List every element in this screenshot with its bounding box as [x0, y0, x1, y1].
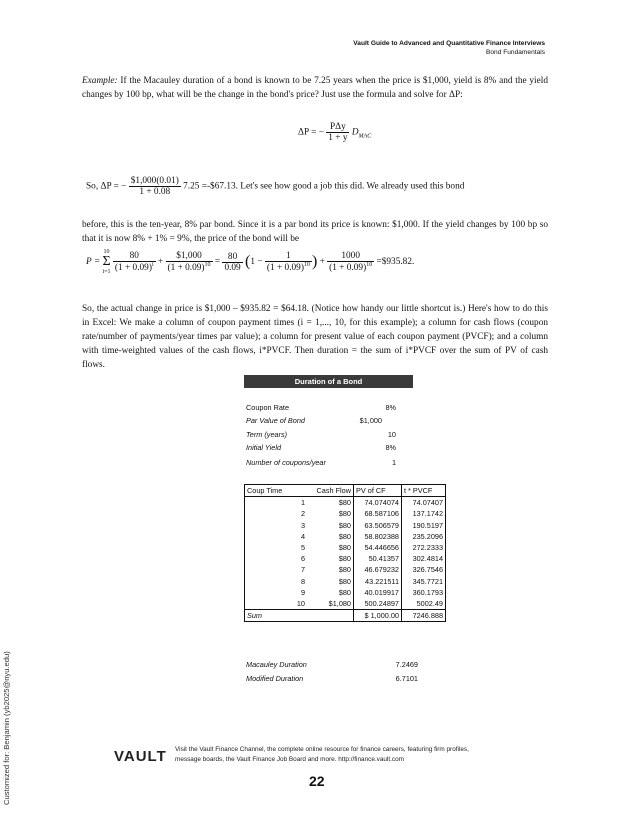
term2-den [166, 262, 213, 273]
macaulay-row [246, 660, 418, 672]
term3-den: 0.09 [224, 262, 241, 273]
table-body [245, 497, 446, 610]
t-pvcf-cell: 137.1742 [402, 508, 446, 519]
sum-blank [307, 610, 354, 622]
formula-lhs: ΔP = − [298, 127, 324, 138]
coup-time-cell: 8 [245, 576, 308, 587]
duration-formula [298, 122, 371, 143]
table-row [245, 520, 446, 531]
coup-time-cell: 7 [245, 564, 308, 575]
cash-flow-cell: $80 [338, 576, 351, 586]
param-value: 10 [387, 430, 396, 439]
sum-sigma: Σ [102, 254, 111, 269]
cash-flow-cell: $1,080 [328, 598, 351, 608]
so-numerator: $1,000(0.01) [130, 176, 179, 186]
example-lead: Example: [82, 76, 118, 86]
term2 [166, 251, 213, 273]
coup-time-cell: 3 [245, 520, 308, 531]
footer-text [175, 745, 505, 765]
t-pvcf-cell: 5002.49 [402, 598, 446, 610]
sheet-title: Duration of a Bond [244, 375, 413, 388]
param-value: $1,000 [359, 416, 382, 425]
coup-time-cell: 2 [245, 508, 308, 519]
price-p: P = [86, 257, 101, 268]
pv-cf-cell: 58.802388 [354, 531, 402, 542]
so-lhs: ΔP = − [100, 181, 127, 192]
formula-fraction [326, 122, 349, 143]
pv-cf-cell: 40.019917 [354, 587, 402, 598]
coup-time-cell: 10 [245, 598, 308, 610]
example-text: If the Macauley duration of a bond is known to be 7.25 years when the price is $1,000, yield is 8% and the yield changes by 100 bp, what will be the change in the bond's price? Just use the formula and solve for ΔP: [82, 76, 548, 100]
cash-flow-table [244, 484, 446, 622]
table-row [245, 598, 446, 610]
term1-num: 80 [113, 251, 156, 262]
cash-flow-cell: $80 [338, 565, 351, 575]
cash-flow-cell: $80 [338, 520, 351, 530]
term5 [327, 251, 374, 273]
table-row [245, 564, 446, 575]
pv-cf-cell: 74.074074 [354, 497, 402, 509]
t-pvcf-cell: 302.4814 [402, 553, 446, 564]
price-equation: P = 10 Σ i=1 $\frac{80}{(1 + 0.09)^i}$ + $\frac{\$1,000}{(1 + 0.09)^{10}}$ = $\frac{80}{0.09}$ (1 − $\frac{1}{(1 + 0.09)^{10}}$ ) + $\frac{1000}{(1 + 0.09)^{10}}$ =$935.82. [86, 249, 415, 275]
so-tail: 7.25 =-$67.13. Let's see how good a job this did. We already used this bond [183, 181, 465, 192]
running-header-section: Bond Fundamentals [485, 49, 545, 56]
table-row [245, 508, 446, 519]
term5-den-base: (1 + 0.09) [329, 263, 367, 274]
so-line [86, 176, 464, 197]
footer-line-1: Visit the Vault Finance Channel, the complete online resource for finance careers, featuring firm profiles, [175, 746, 469, 753]
term1-den [113, 262, 156, 273]
sum-upper: 10 [103, 249, 110, 255]
par-bond-paragraph: before, this is the ten-year, 8% par bond. Since it is a par bond its price is known: $1,000. If the yield changes by 100 bp so that it is now 8% + 1% = 9%, the price of the bond will be [82, 220, 548, 244]
cash-flow-cell: $80 [338, 587, 351, 597]
term5-den [327, 262, 374, 273]
footer-line-2: message boards, the Vault Finance Job Board and more. http://finance.vault.com [175, 756, 405, 763]
term4-den-base: (1 + 0.09) [266, 263, 304, 274]
t-pvcf-cell: 272.2333 [402, 542, 446, 553]
so-fraction [129, 176, 181, 197]
param-coupons-per-year [246, 458, 396, 470]
sum-tpv: 7246.888 [402, 610, 446, 622]
customized-for-label: Customized for: Benjamin (yb2025@nyu.edu) [2, 651, 11, 805]
header-pv-cf: PV of CF [354, 485, 402, 497]
table-row [245, 587, 446, 598]
term4-exp: 10 [303, 261, 310, 268]
t-pvcf-cell: 360.1793 [402, 587, 446, 598]
formula-numerator: PΔy [326, 122, 349, 133]
table-sum-row [245, 610, 446, 622]
t-pvcf-cell: 74.07407 [402, 497, 446, 509]
formula-subscript: MAC [358, 133, 372, 140]
table-row [245, 497, 446, 509]
formula-denominator: 1 + y [328, 133, 348, 143]
t-pvcf-cell: 326.7546 [402, 564, 446, 575]
macaulay-value: 7.2469 [395, 660, 418, 669]
t-pvcf-cell: 235.2096 [402, 531, 446, 542]
param-initial-yield [246, 443, 396, 455]
pv-cf-cell: 43.221511 [354, 576, 402, 587]
excel-paragraph: So, the actual change in price is $1,000 – $935.82 = $64.18. (Notice how handy our little shortcut is.) Here's how to do this in Excel: We make a column of coupon payment times (i = 1,..., 10, for this example); a column for cash flows (coupon rate/number of payments/year times par value); a column for present value of each coupon payment (PVCF); and a column with time-weighted values of the cash flows, i*PVCF. Then duration = the sum of i*PVCF over the sum of PV of cash flows. [82, 304, 548, 370]
term4-num: 1 [265, 251, 312, 262]
pv-cf-cell: 63.506579 [354, 520, 402, 531]
coup-time-cell: 1 [245, 497, 308, 509]
coup-time-cell: 6 [245, 553, 308, 564]
param-label: Term (years) [246, 430, 288, 439]
table-row [245, 553, 446, 564]
cash-flow-cell: $80 [338, 531, 351, 541]
term2-exp: 10 [204, 261, 211, 268]
param-label: Par Value of Bond [246, 416, 305, 425]
param-value: 1 [391, 458, 396, 467]
modified-row [246, 674, 418, 686]
formula-d: D [351, 127, 359, 138]
cash-flow-cell: $80 [338, 498, 351, 508]
coup-time-cell: 4 [245, 531, 308, 542]
param-value: 8% [385, 403, 396, 412]
sum-pv: $ 1,000.00 [354, 610, 402, 622]
term4 [265, 251, 312, 273]
param-term [246, 430, 396, 442]
term3-num: 80 [222, 252, 242, 263]
term5-exp: 10 [366, 261, 373, 268]
param-label: Initial Yield [246, 443, 282, 452]
pv-cf-cell: 50.41357 [354, 553, 402, 564]
term2-den-base: (1 + 0.09) [167, 263, 205, 274]
vault-logo: VAULT [114, 748, 167, 765]
coup-time-cell: 5 [245, 542, 308, 553]
running-header-title: Vault Guide to Advanced and Quantitative Finance Interviews [353, 40, 545, 47]
sum-lower: i=1 [102, 269, 111, 275]
term1-exp: i [151, 261, 154, 268]
modified-value: 6.7101 [395, 674, 418, 683]
term2-num: $1,000 [166, 251, 213, 262]
cash-flow-cell: $80 [338, 543, 351, 553]
header-coup-time: Coup Time [245, 485, 308, 497]
cash-flow-cell: $80 [338, 509, 351, 519]
table-row [245, 576, 446, 587]
price-result: =$935.82. [376, 257, 415, 268]
pv-cf-cell: 500.24897 [354, 598, 402, 610]
term5-num: 1000 [327, 251, 374, 262]
pv-cf-cell: 68.587106 [354, 508, 402, 519]
pv-cf-cell: 54.446656 [354, 542, 402, 553]
macaulay-label: Macauley Duration [246, 660, 307, 669]
so-denominator: 1 + 0.08 [139, 187, 171, 197]
term4-one-minus: 1 − [250, 257, 263, 268]
param-value: 8% [385, 443, 396, 452]
table-header-row [245, 485, 446, 497]
term1 [113, 251, 156, 273]
header-cash-flow: Cash Flow [307, 485, 354, 497]
table-row [245, 531, 446, 542]
term3 [222, 252, 242, 273]
param-label: Number of coupons/year [246, 458, 326, 467]
modified-label: Modified Duration [246, 674, 304, 683]
param-label: Coupon Rate [246, 403, 290, 412]
t-pvcf-cell: 190.5197 [402, 520, 446, 531]
coup-time-cell: 9 [245, 587, 308, 598]
page-number: 22 [309, 773, 325, 789]
cash-flow-cell: $80 [338, 554, 351, 564]
param-par-value [246, 416, 396, 428]
term4-den [265, 262, 312, 273]
param-coupon-rate [246, 403, 396, 415]
sum-label: Sum [245, 610, 308, 622]
example-paragraph [82, 74, 548, 102]
table-row [245, 542, 446, 553]
summation [102, 248, 110, 276]
pv-cf-cell: 46.679232 [354, 564, 402, 575]
header-t-pvcf: t * PVCF [402, 485, 446, 497]
so-prefix: So, [86, 181, 99, 192]
t-pvcf-cell: 345.7721 [402, 576, 446, 587]
term1-den-base: (1 + 0.09) [114, 263, 152, 274]
